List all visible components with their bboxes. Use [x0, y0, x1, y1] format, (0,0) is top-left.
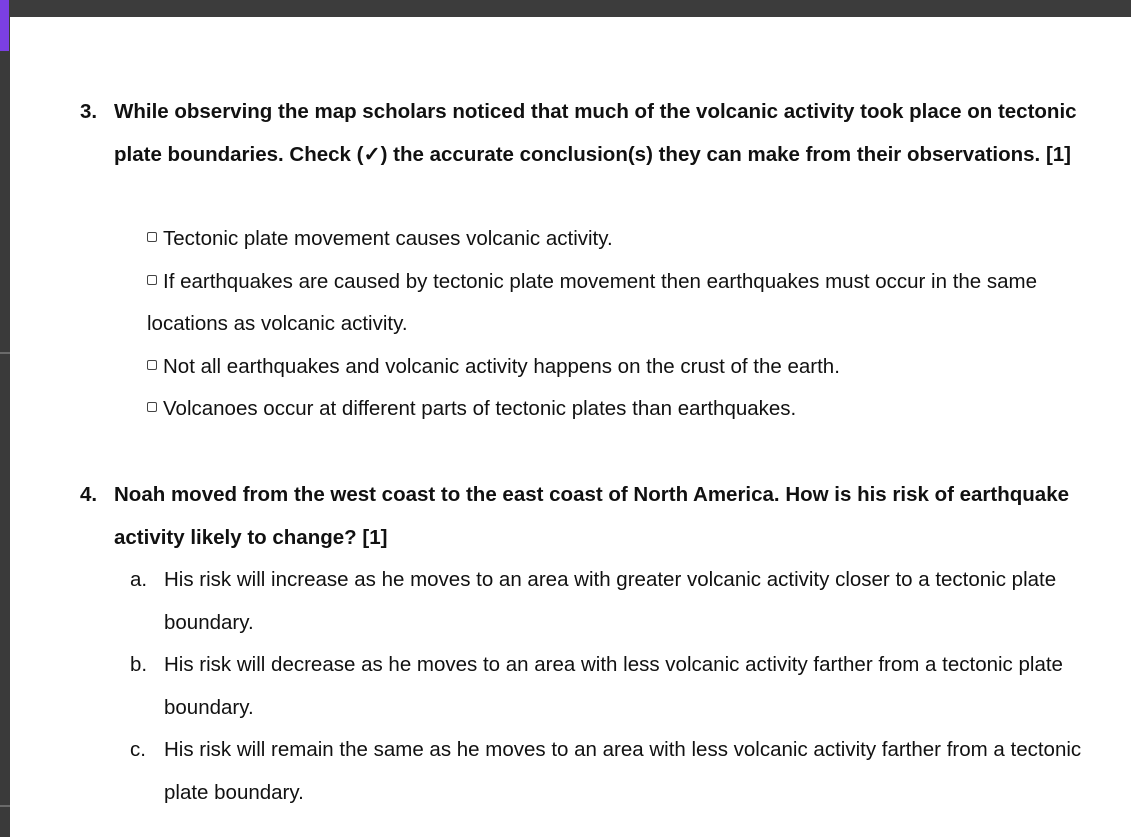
question-text: While observing the map scholars noticed that much of the volcanic activity took place on tectonic plate boundaries. Check (✓) the accurate conclusion(s) they can make from their observations. [1]	[114, 100, 1077, 166]
question-3-options	[147, 218, 1107, 431]
checkbox-icon[interactable]	[147, 275, 157, 285]
answer-option-a[interactable]	[130, 559, 1120, 644]
option-label: His risk will increase as he moves to an area with greater volcanic activity closer to a tectonic plate boundary.	[164, 568, 1057, 634]
active-indicator	[0, 0, 9, 51]
question-text: Noah moved from the west coast to the east coast of North America. How is his risk of earthquake activity likely to change? [1]	[114, 483, 1069, 549]
question-number: 4.	[80, 483, 98, 506]
option-letter: c.	[130, 738, 146, 761]
rail-divider	[0, 352, 10, 354]
option-label: His risk will decrease as he moves to an area with less volcanic activity farther from a tectonic plate boundary.	[164, 653, 1063, 719]
checkbox-icon[interactable]	[147, 402, 157, 412]
question-4-options	[130, 559, 1120, 814]
question-number: 3.	[80, 100, 98, 123]
document-page	[10, 17, 1131, 837]
option-label: Not all earthquakes and volcanic activity happens on the crust of the earth.	[163, 354, 840, 378]
checkbox-option[interactable]	[147, 218, 1107, 261]
checkbox-option[interactable]	[147, 261, 1107, 346]
option-label: If earthquakes are caused by tectonic plate movement then earthquakes must occur in the same locations as volcanic activity.	[147, 269, 1038, 335]
checkbox-icon[interactable]	[147, 232, 157, 242]
checkbox-option[interactable]	[147, 388, 1107, 431]
checkbox-icon[interactable]	[147, 360, 157, 370]
window-top-bar	[0, 0, 1131, 17]
rail-divider	[0, 805, 10, 807]
option-letter: b.	[130, 653, 148, 676]
checkbox-option[interactable]	[147, 346, 1107, 389]
option-label: Volcanoes occur at different parts of tectonic plates than earthquakes.	[163, 397, 797, 420]
option-letter: a.	[130, 568, 148, 591]
answer-option-b[interactable]	[130, 644, 1120, 729]
answer-option-c[interactable]	[130, 729, 1120, 814]
option-label: Tectonic plate movement causes volcanic activity.	[163, 227, 613, 250]
left-sidebar-rail	[0, 0, 10, 837]
option-label: His risk will remain the same as he moves to an area with less volcanic activity farther from a tectonic plate boundary.	[164, 738, 1082, 804]
